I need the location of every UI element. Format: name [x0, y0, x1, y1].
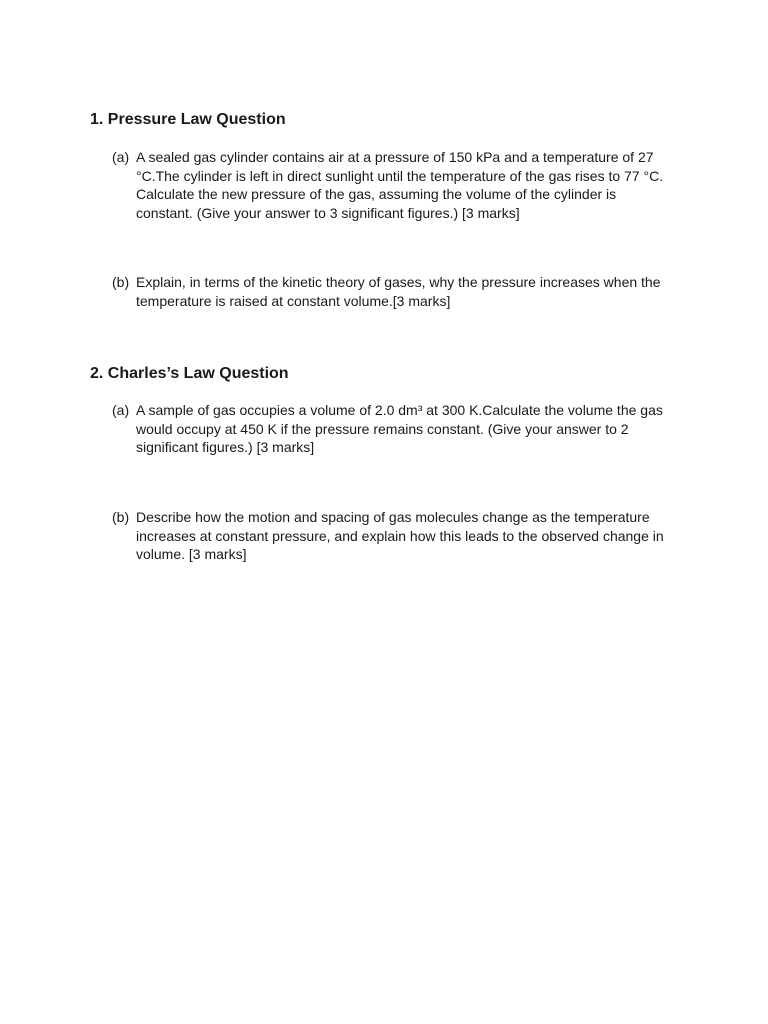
- question-1-part-a: [112, 148, 672, 223]
- question-2-title: 2. Charles’s Law Question: [90, 365, 289, 382]
- part-label: (b): [112, 274, 130, 290]
- question-2-part-b: [112, 508, 672, 564]
- part-label: (b): [112, 509, 130, 525]
- part-label: (a): [112, 402, 130, 418]
- part-label: (a): [112, 149, 130, 165]
- part-text: Describe how the motion and spacing of gas molecules change as the temperature increases at constant pressure, and explain how this leads to the observed change in volume. [3 marks]: [136, 509, 664, 563]
- part-text: Explain, in terms of the kinetic theory of gases, why the pressure increases when the temperature is raised at constant volume.[3 marks]: [136, 274, 661, 309]
- part-text: A sample of gas occupies a volume of 2.0 dm³ at 300 K.Calculate the volume the gas would occupy at 450 K if the pressure remains constant. (Give your answer to 2 significant figures.) [3 marks]: [136, 402, 663, 456]
- part-text: A sealed gas cylinder contains air at a pressure of 150 kPa and a temperature of 27 °C.The cylinder is left in direct sunlight until the temperature of the gas rises to 77 °C. Calculate the new pressure of the gas, assuming the volume of the cylinder is constant. (Give your answer to 3 significant figures.) [3 marks]: [136, 149, 664, 222]
- question-1: [90, 110, 690, 309]
- question-2: [90, 364, 690, 563]
- question-1-part-b: [112, 273, 672, 310]
- question-2-part-a: [112, 401, 672, 457]
- question-1-title: 1. Pressure Law Question: [90, 111, 286, 128]
